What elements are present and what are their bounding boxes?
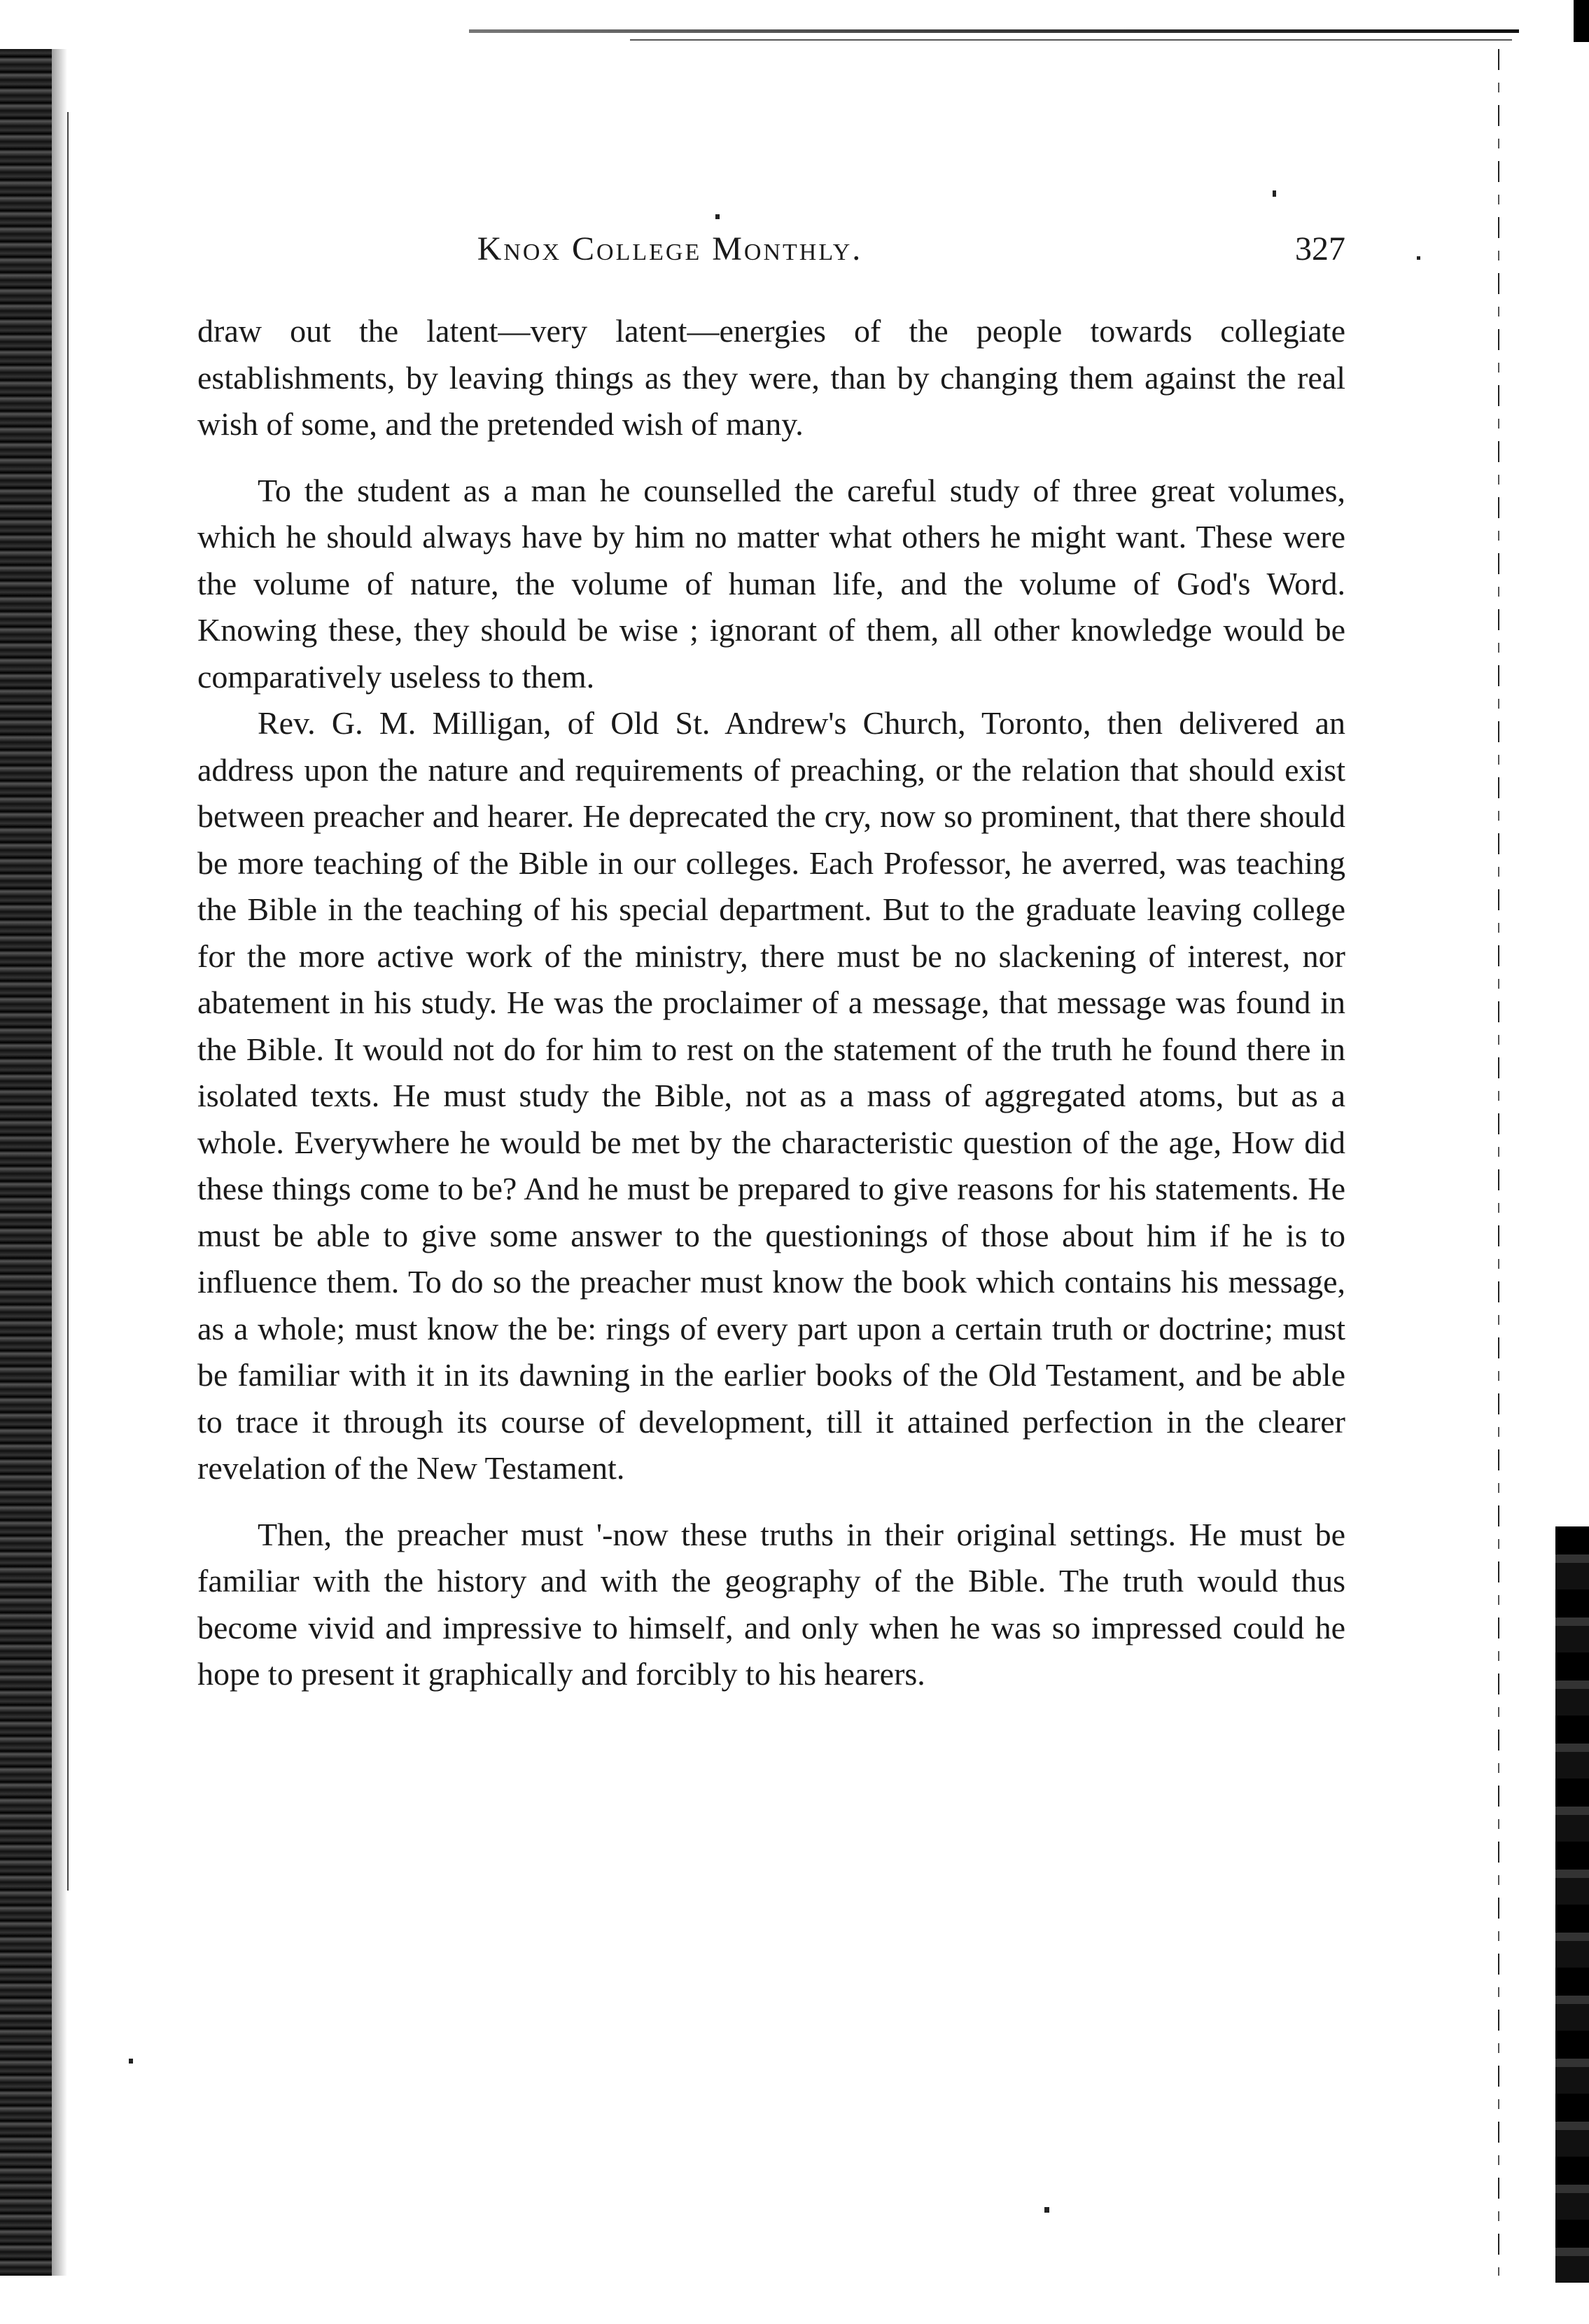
speck — [715, 214, 720, 219]
speck — [1417, 256, 1420, 260]
scan-edge-right — [1555, 1526, 1589, 2283]
running-head — [197, 230, 1359, 286]
page-number: 327 — [1295, 230, 1345, 267]
paragraph-original-settings: Then, the preacher must '-now these truths in their original settings. He must be familiar with the history and with the geography of the Bible. The truth would thus become vivid and impressive to himself, and only when he was so impressed could he hope to present it graphically and forcibly to his hearers. — [197, 1516, 1345, 1692]
scan-edge-left — [0, 49, 52, 2276]
paragraph-milligan-address: Rev. G. M. Milligan, of Old St. Andrew's Church, Toronto, then delivered an address upon the nature and requirements of preaching, or the relation that should exist between preacher and hearer. He deprecated the cry, now so prominent, that there should be more teaching of the Bible in our colleges. Each Professor, he averred, was teaching the Bible in the teaching of his special department. But to the graduate leaving college for the more active work of the ministry, there must be no slackening of interest, nor abatement in his study. He was the proclaimer of a message, that message was found in the Bible. It would not do for him to rest on the statement of the truth he found there in isolated texts. He must study the Bible, not as a mass of aggregated atoms, but as a whole. Everywhere he would be met by the characteristic question of the age, How did these things come to be? And he must be prepared to give reasons for his statements. He must be able to give some answer to the questionings of those about him if he is to influence them. To do so the preacher must know the book which contains his message, as a whole; must know the be: rings of every part upon a certain truth or doctrine; must be familiar with it in its dawning in the earlier books of the Old Testament, and be able to trace it through its course of development, till it attained perfection in the clearer revelation of the New Testament. — [197, 705, 1345, 1486]
paragraph-continuation: draw out the latent—very latent—energies of the people towards collegiate establishments, by leaving things as they were, than by changing them against the real wish of some, and the pretended wish of many. — [197, 313, 1345, 442]
speck — [1273, 190, 1276, 197]
scan-edge-left-shadow — [52, 49, 67, 2276]
speck — [1044, 2207, 1049, 2213]
running-title: Knox College Monthly. — [477, 230, 863, 267]
speck — [129, 2059, 133, 2064]
paragraph-three-volumes: To the student as a man he counselled the careful study of three great volumes, which he should always have by him no matter what others he might want. These were the volume of nature, the volume of human life, and the volume of God's Word. Knowing these, they should be wise ; ignorant of them, all other knowledge would be comparatively useless to them. — [197, 472, 1345, 695]
top-rule-thin — [630, 39, 1512, 41]
left-margin-line — [67, 112, 69, 1891]
scan-edge-top-right — [1574, 0, 1589, 42]
top-rule — [469, 29, 1519, 33]
body-text — [197, 308, 1345, 1698]
right-margin-line — [1498, 49, 1499, 2276]
